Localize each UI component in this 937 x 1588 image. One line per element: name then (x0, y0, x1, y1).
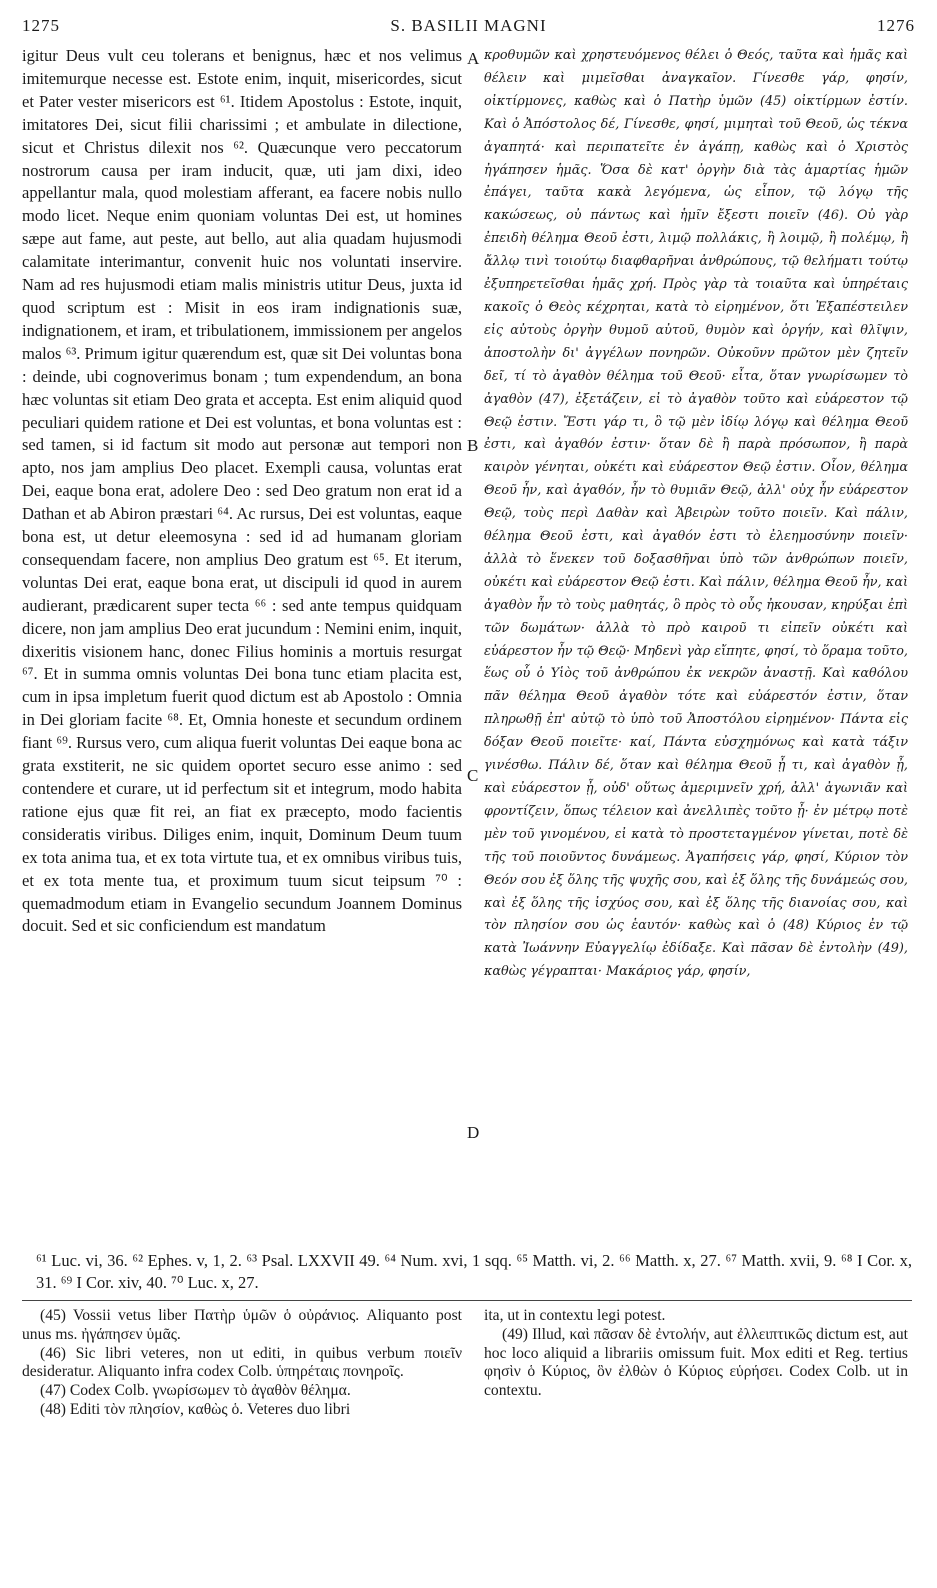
running-header (22, 16, 915, 38)
footnote-45: (45) Vossii vetus liber Πατὴρ ὑμῶν ὁ οὐράνιος. Aliquanto post unus ms. ἠγάπησεν ὑμᾶς. (22, 1307, 462, 1343)
greek-column (484, 45, 908, 1237)
latin-body-text: igitur Deus vult ceu tolerans et benignus, hæc et nos velimus imitemurque necesse est. Estote enim, inquit, misericordes, sicut et Pater vester misericors est ⁶¹. Itidem Apostolus : Estote, inquit, imitatores Dei, sicut filii charissimi ; et ambulate in dilectione, sicut et Christus dilexit nos ⁶². Quæcunque vero peccatorum nostrorum causa per iram inducit, quæ, uti jam dixi, ideo appellantur mala, quod molestiam afferant, ea facere nobis nullo modo licet. Neque enim quoniam voluntas Dei est, ut homines sæpe aut fame, aut peste, aut bello, aut alia quadam hujusmodi calamitate interimantur, convenit huic nos voluntati inservire. Nam ad res hujusmodi etiam malis ministris utitur Deus, juxta id quod scriptum est : Misit in eos iram indignationis suæ, indignationem, et iram, et tribulationem, immissionem per angelos malos ⁶³. Primum igitur quærendum est, quæ sit Dei voluntas bona : deinde, ubi cognoverimus bonam ; tum expendendum, an bona hæc voluntas sit etiam Deo grata et accepta. Est enim aliquid quod peculiari quidem ratione et Dei est voluntas, et bona voluntas est : sed tamen, si id factum sit modo aut personæ aut tempori non apto, nos jam amplius Deo placet. Exempli causa, voluntas erat Dei, eaque bona erat, adolere Deo : sed Deo gratum non erat id a Dathan et ab Abiron præstari ⁶⁴. Ac rursus, Dei est voluntas, eaque bona est, ut detur eleemosyna : sed id ad humanam gloriam consequendam facere, non amplius Deo gratum est ⁶⁵. Et iterum, voluntas Dei erat, eaque bona erat, ut discipuli id quod in aurem audierant, prædicarent super tecta ⁶⁶ : sed ante tempus quidquam dicere, non jam amplius Deo erat jucundum : Nemini enim, inquit, dixeritis visionem hanc, donec Filius hominis a mortuis resurgat ⁶⁷. Et in summa omnis voluntas Dei bona tunc etiam placita est, cum in ipsa impletum fuerit quod dictum est ab Apostolo : Omnia in Dei gloriam facite ⁶⁸. Et, Omnia honeste et secundum ordinem fiant ⁶⁹. Rursus vero, cum aliqua fuerit voluntas Dei eaque bona ac grata exstiterit, ne sic quidem oportet securo esse animo : sed contendere et curare, ut id perfectum sit et integrum, modo habita ratione ejus quæ fit rei, an fiat ex præcepto, modo facientis consideratis viribus. Diliges enim, inquit, Dominum Deum tuum ex tota anima tua, et ex tota virtute tua, et ex omnibus viribus tuis, et ex tota mente tua, et proximum tuum sicut teipsum ⁷⁰ : quemadmodum etiam in Evangelio secundum Joannem Dominus docuit. Sed et sic conficiendum est mandatum (22, 46, 462, 936)
running-title: S. BASILII MAGNI (390, 16, 547, 35)
footnote-48-continued: ita, ut in contextu legi potest. (484, 1307, 666, 1324)
right-page-number: 1276 (877, 16, 915, 35)
scripture-references: ⁶¹ Luc. vi, 36. ⁶² Ephes. v, 1, 2. ⁶³ Psal. LXXVII 49. ⁶⁴ Num. xvi, 1 sqq. ⁶⁵ Matth. vi, 2. ⁶⁶ Matth. x, 27. ⁶⁷ Matth. xvii, 9. ⁶⁸ I Cor. x, 31. ⁶⁹ I Cor. xiv, 40. ⁷⁰ Luc. x, 27. (36, 1251, 912, 1292)
margin-marker-a: A (467, 49, 480, 68)
footnote-49: (49) Illud, καὶ πᾶσαν δὲ ἐντολήν, aut ἐλλειπτικῶς dictum est, aut hoc loco aliquid a librariis omissum fuit. Mox editi et Reg. tertius φησὶν ὁ Κύριος, ὃν ἐλθὼν ὁ Κύριος εὑρήσει. Codex Colb. ut in contextu. (484, 1325, 908, 1400)
latin-column (22, 45, 462, 1237)
greek-body-text: κροθυμῶν καὶ χρηστευόμενος θέλει ὁ Θεός, ταῦτα καὶ ἡμᾶς καὶ θέλειν καὶ μιμεῖσθαι ἀναγκαῖον. Γίνεσθε γάρ, φησίν, οἰκτίρμονες, καθὼς καὶ ὁ Πατὴρ ὑμῶν (45) οἰκτίρμων ἐστίν. Καὶ ὁ Ἀπόστολος δέ, Γίνεσθε, φησί, μιμηταὶ τοῦ Θεοῦ, ὡς τέκνα ἀγαπητά· καὶ περιπατεῖτε ἐν ἀγάπῃ, καθὼς καὶ ὁ Χριστὸς ἠγάπησεν ἡμᾶς. Ὅσα δὲ κατ' ὀργὴν διὰ τὰς ἁμαρτίας ἡμῶν ἐπάγει, ταῦτα κακὰ λεγόμενα, ὡς εἶπον, τῷ λόγῳ τῆς κακώσεως, οὐ πάντως καὶ ἡμῖν ἔξεστι ποιεῖν (46). Οὐ γὰρ ἐπειδὴ θέλημα Θεοῦ ἐστι, λιμῷ πολλάκις, ἢ λοιμῷ, ἢ πολέμῳ, ἢ ἄλλῳ τινὶ τοιούτῳ διαφθαρῆναι ἀνθρώπους, τῷ θελήματι τούτῳ ἐξυπηρετεῖσθαι ἡμᾶς χρή. Πρὸς γὰρ τὰ τοιαῦτα καὶ ὑπηρέταις κακοῖς ὁ Θεὸς κέχρηται, κατὰ τὸ εἰρημένον, ὅτι Ἐξαπέστειλεν εἰς αὐτοὺς ὀργὴν θυμοῦ αὐτοῦ, θυμὸν καὶ ὀργήν, καὶ θλῖψιν, ἀποστολὴν δι' ἀγγέλων πονηρῶν. Οὐκοῦνν πρῶτον μὲν ζητεῖν δεῖ, τί τὸ ἀγαθὸν θέλημα τοῦ Θεοῦ· εἶτα, ὅταν γνωρίσωμεν τὸ ἀγαθὸν (47), ἐξετάζειν, εἰ τὸ ἀγαθὸν τοῦτο καὶ εὐάρεστον τῷ Θεῷ ἐστιν. Ἔστι γάρ τι, ὃ τῷ μὲν ἰδίῳ λόγῳ καὶ θέλημα Θεοῦ ἐστι, καὶ ἀγαθόν ἐστιν· ὅταν δὲ ἢ παρὰ πρόσωπον, ἢ παρὰ καιρὸν γένηται, οὐκέτι καὶ εὐάρεστον Θεῷ ἐστιν. Οἷον, θέλημα Θεοῦ ἦν, καὶ ἀγαθόν, ἦν τὸ θυμιᾶν Θεῷ, ἀλλ' οὐχ ἦν εὐάρεστον Θεῷ, τοὺς περὶ Δαθὰν καὶ Ἀβειρὼν τοῦτο ποιεῖν. Καὶ πάλιν, θέλημα Θεοῦ ἐστι, καὶ ἀγαθόν ἐστι τὸ ἐλεημοσύνην ποιεῖν· ἀλλὰ τὸ ἕνεκεν τοῦ δοξασθῆναι ὑπὸ τῶν ἀνθρώπων ποιεῖν, οὐκέτι καὶ εὐάρεστον Θεῷ ἐστι. Καὶ πάλιν, θέλημα Θεοῦ ἦν, καὶ ἀγαθὸν ἦν τὸ τοὺς μαθητάς, ὃ πρὸς τὸ οὖς ἠκουσαν, κηρύξαι ἐπὶ τῶν δωμάτων· ἀλλὰ τὸ πρὸ καιροῦ τι εἰπεῖν οὐκέτι καὶ εὐάρεστον ἦν τῷ Θεῷ· Μηδενὶ γὰρ εἴπητε, φησί, τὸ ὅραμα τοῦτο, ἕως οὗ ὁ Υἱὸς τοῦ ἀνθρώπου ἐκ νεκρῶν ἀναστῇ. Καὶ καθόλου πᾶν θέλημα Θεοῦ ἀγαθὸν τότε καὶ εὐάρεστόν ἐστιν, ὅταν πληρωθῇ ἐπ' αὐτῷ τὸ ὑπὸ τοῦ Ἀποστόλου εἰρημένον· Πάντα εἰς δόξαν Θεοῦ ποιεῖτε· καί, Πάντα εὐσχημόνως καὶ κατὰ τάξιν γινέσθω. Πάλιν δέ, ὅταν καὶ θέλημα Θεοῦ ᾖ τι, καὶ ἀγαθὸν ᾖ, καὶ εὐάρεστον ᾖ, οὐδ' οὕτως ἀμεριμνεῖν χρή, ἀλλ' ἀγωνιᾶν καὶ φροντίζειν, ὅπως τέλειον καὶ ἀνελλιπὲς τοῦτο ᾖ· ἐν μέτρῳ ποτὲ μὲν τοῦ γινομένου, εἰ κατὰ τὸ προστεταγμένον γίνεται, ποτὲ δὲ τῆς τοῦ ποιοῦντος δυνάμεως. Ἀγαπήσεις γάρ, φησί, Κύριον τὸν Θεόν σου ἐξ ὅλης τῆς ψυχῆς σου, καὶ ἐξ ὅλης τῆς δυνάμεώς σου, καὶ ἐξ ὅλης τῆς ἰσχύος σου, καὶ ἐξ ὅλης τῆς διανοίας σου, καὶ τὸν πλησίον σου ὡς ἑαυτόν· καθὼς καὶ ὁ (48) Κύριος ἐν τῷ κατὰ Ἰωάννην Εὐαγγελίῳ ἐδίδαξε. Καὶ πᾶσαν δὲ ἐντολὴν (49), καθὼς γέγραπται· Μακάριος γάρ, φησίν, (484, 48, 908, 980)
footnote-divider (22, 1300, 912, 1301)
margin-marker-b: B (467, 436, 479, 455)
left-page-number: 1275 (22, 16, 60, 35)
footnotes-right (484, 1307, 908, 1401)
footnote-48: (48) Editi τὸν πλησίον, καθὼς ὁ. Veteres duo libri (40, 1400, 351, 1418)
footnote-46: (46) Sic libri veteres, non ut editi, in quibus verbum ποιεῖν desideratur. Aliquanto infra codex Colb. ὑπηρέταις πονηροῖς. (22, 1344, 462, 1381)
margin-marker-d: D (467, 1123, 480, 1142)
margin-marker-c: C (467, 766, 479, 785)
footnote-47: (47) Codex Colb. γνωρίσωμεν τὸ ἀγαθὸν θέλημα. (40, 1382, 351, 1400)
footnotes-left (22, 1307, 462, 1420)
